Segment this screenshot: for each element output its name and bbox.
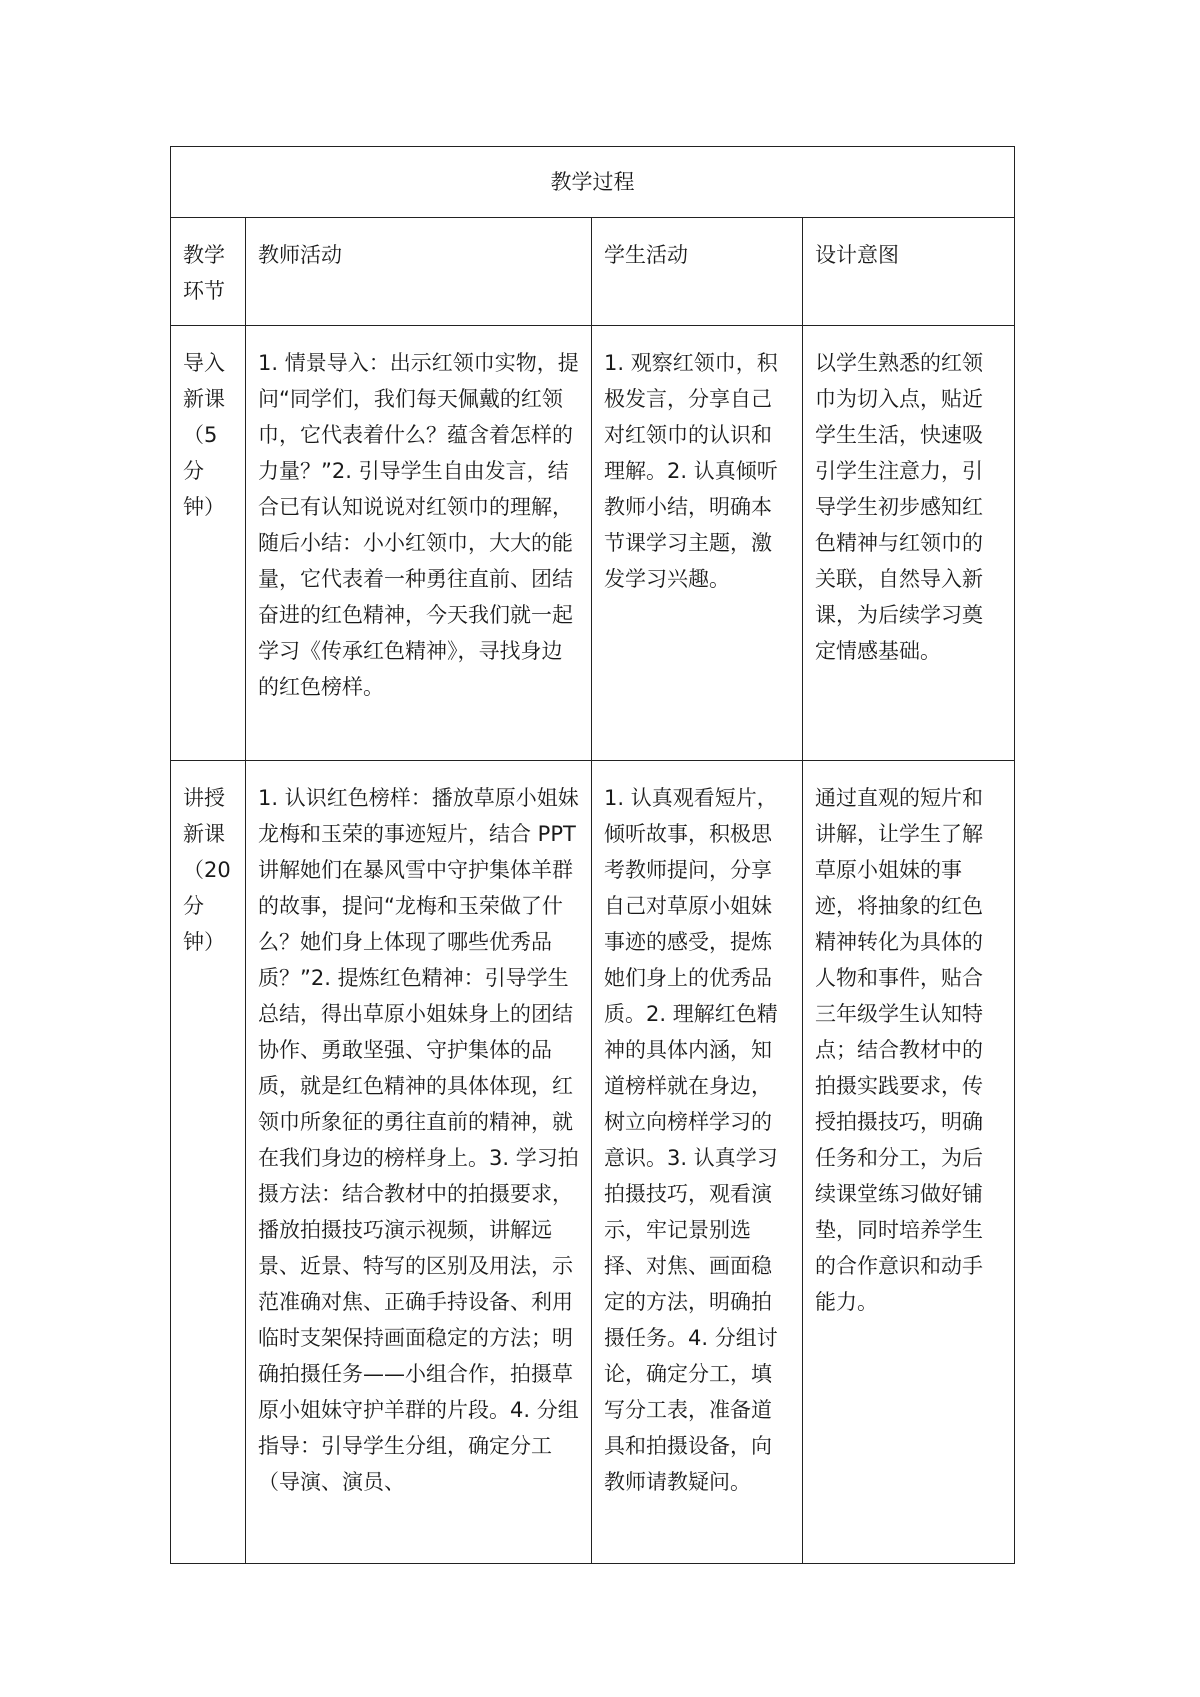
row-teacher-activity: 1. 情景导入：出示红领巾实物，提问“同学们，我们每天佩戴的红领巾，它代表着什么？蕴含着怎样的力量？”2. 引导学生自由发言，结合已有认知说说对红领巾的理解，随后小结：小小红领巾，大大的能量，它代表着一种勇往直前、团结奋进的红色精神，今天我们就一起学习《传承红色精神》，寻找身边的红色榜样。 xyxy=(246,326,592,761)
header-design-intent: 设计意图 xyxy=(803,218,1015,326)
header-student-activity: 学生活动 xyxy=(592,218,803,326)
row-design-intent: 以学生熟悉的红领巾为切入点，贴近学生生活，快速吸引学生注意力，引导学生初步感知红色精神与红领巾的关联，自然导入新课，为后续学习奠定情感基础。 xyxy=(803,326,1015,761)
header-stage: 教学环节 xyxy=(171,218,246,326)
row-student-activity: 1. 认真观看短片，倾听故事，积极思考教师提问，分享自己对草原小姐妹事迹的感受，提炼她们身上的优秀品质。2. 理解红色精神的具体内涵，知道榜样就在身边，树立向榜样学习的意识。3. 认真学习拍摄技巧，观看演示，牢记景别选择、对焦、画面稳定的方法，明确拍摄任务。4. 分组讨论，确定分工，填写分工表，准备道具和拍摄设备，向教师请教疑问。 xyxy=(592,761,803,1564)
table-title-row xyxy=(171,147,1015,218)
row-design-intent: 通过直观的短片和讲解，让学生了解草原小姐妹的事迹，将抽象的红色精神转化为具体的人物和事件，贴合三年级学生认知特点；结合教材中的拍摄实践要求，传授拍摄技巧，明确任务和分工，为后续课堂练习做好铺垫，同时培养学生的合作意识和动手能力。 xyxy=(803,761,1015,1564)
table-header-row xyxy=(171,218,1015,326)
table-row xyxy=(171,761,1015,1564)
teaching-process-table xyxy=(170,146,1015,1564)
row-stage: 导入新课（5分钟） xyxy=(171,326,246,761)
row-student-activity: 1. 观察红领巾，积极发言，分享自己对红领巾的认识和理解。2. 认真倾听教师小结，明确本节课学习主题，激发学习兴趣。 xyxy=(592,326,803,761)
row-stage: 讲授新课（20分钟） xyxy=(171,761,246,1564)
header-teacher-activity: 教师活动 xyxy=(246,218,592,326)
row-teacher-activity: 1. 认识红色榜样：播放草原小姐妹龙梅和玉荣的事迹短片，结合 PPT 讲解她们在暴风雪中守护集体羊群的故事，提问“龙梅和玉荣做了什么？她们身上体现了哪些优秀品质？”2. 提炼红色精神：引导学生总结，得出草原小姐妹身上的团结协作、勇敢坚强、守护集体的品质，就是红色精神的具体体现，红领巾所象征的勇往直前的精神，就在我们身边的榜样身上。3. 学习拍摄方法：结合教材中的拍摄要求，播放拍摄技巧演示视频，讲解远景、近景、特写的区别及用法，示范准确对焦、正确手持设备、利用临时支架保持画面稳定的方法；明确拍摄任务——小组合作，拍摄草原小姐妹守护羊群的片段。4. 分组指导：引导学生分组，确定分工（导演、演员、 xyxy=(246,761,592,1564)
table-row xyxy=(171,326,1015,761)
table-title: 教学过程 xyxy=(171,147,1015,218)
